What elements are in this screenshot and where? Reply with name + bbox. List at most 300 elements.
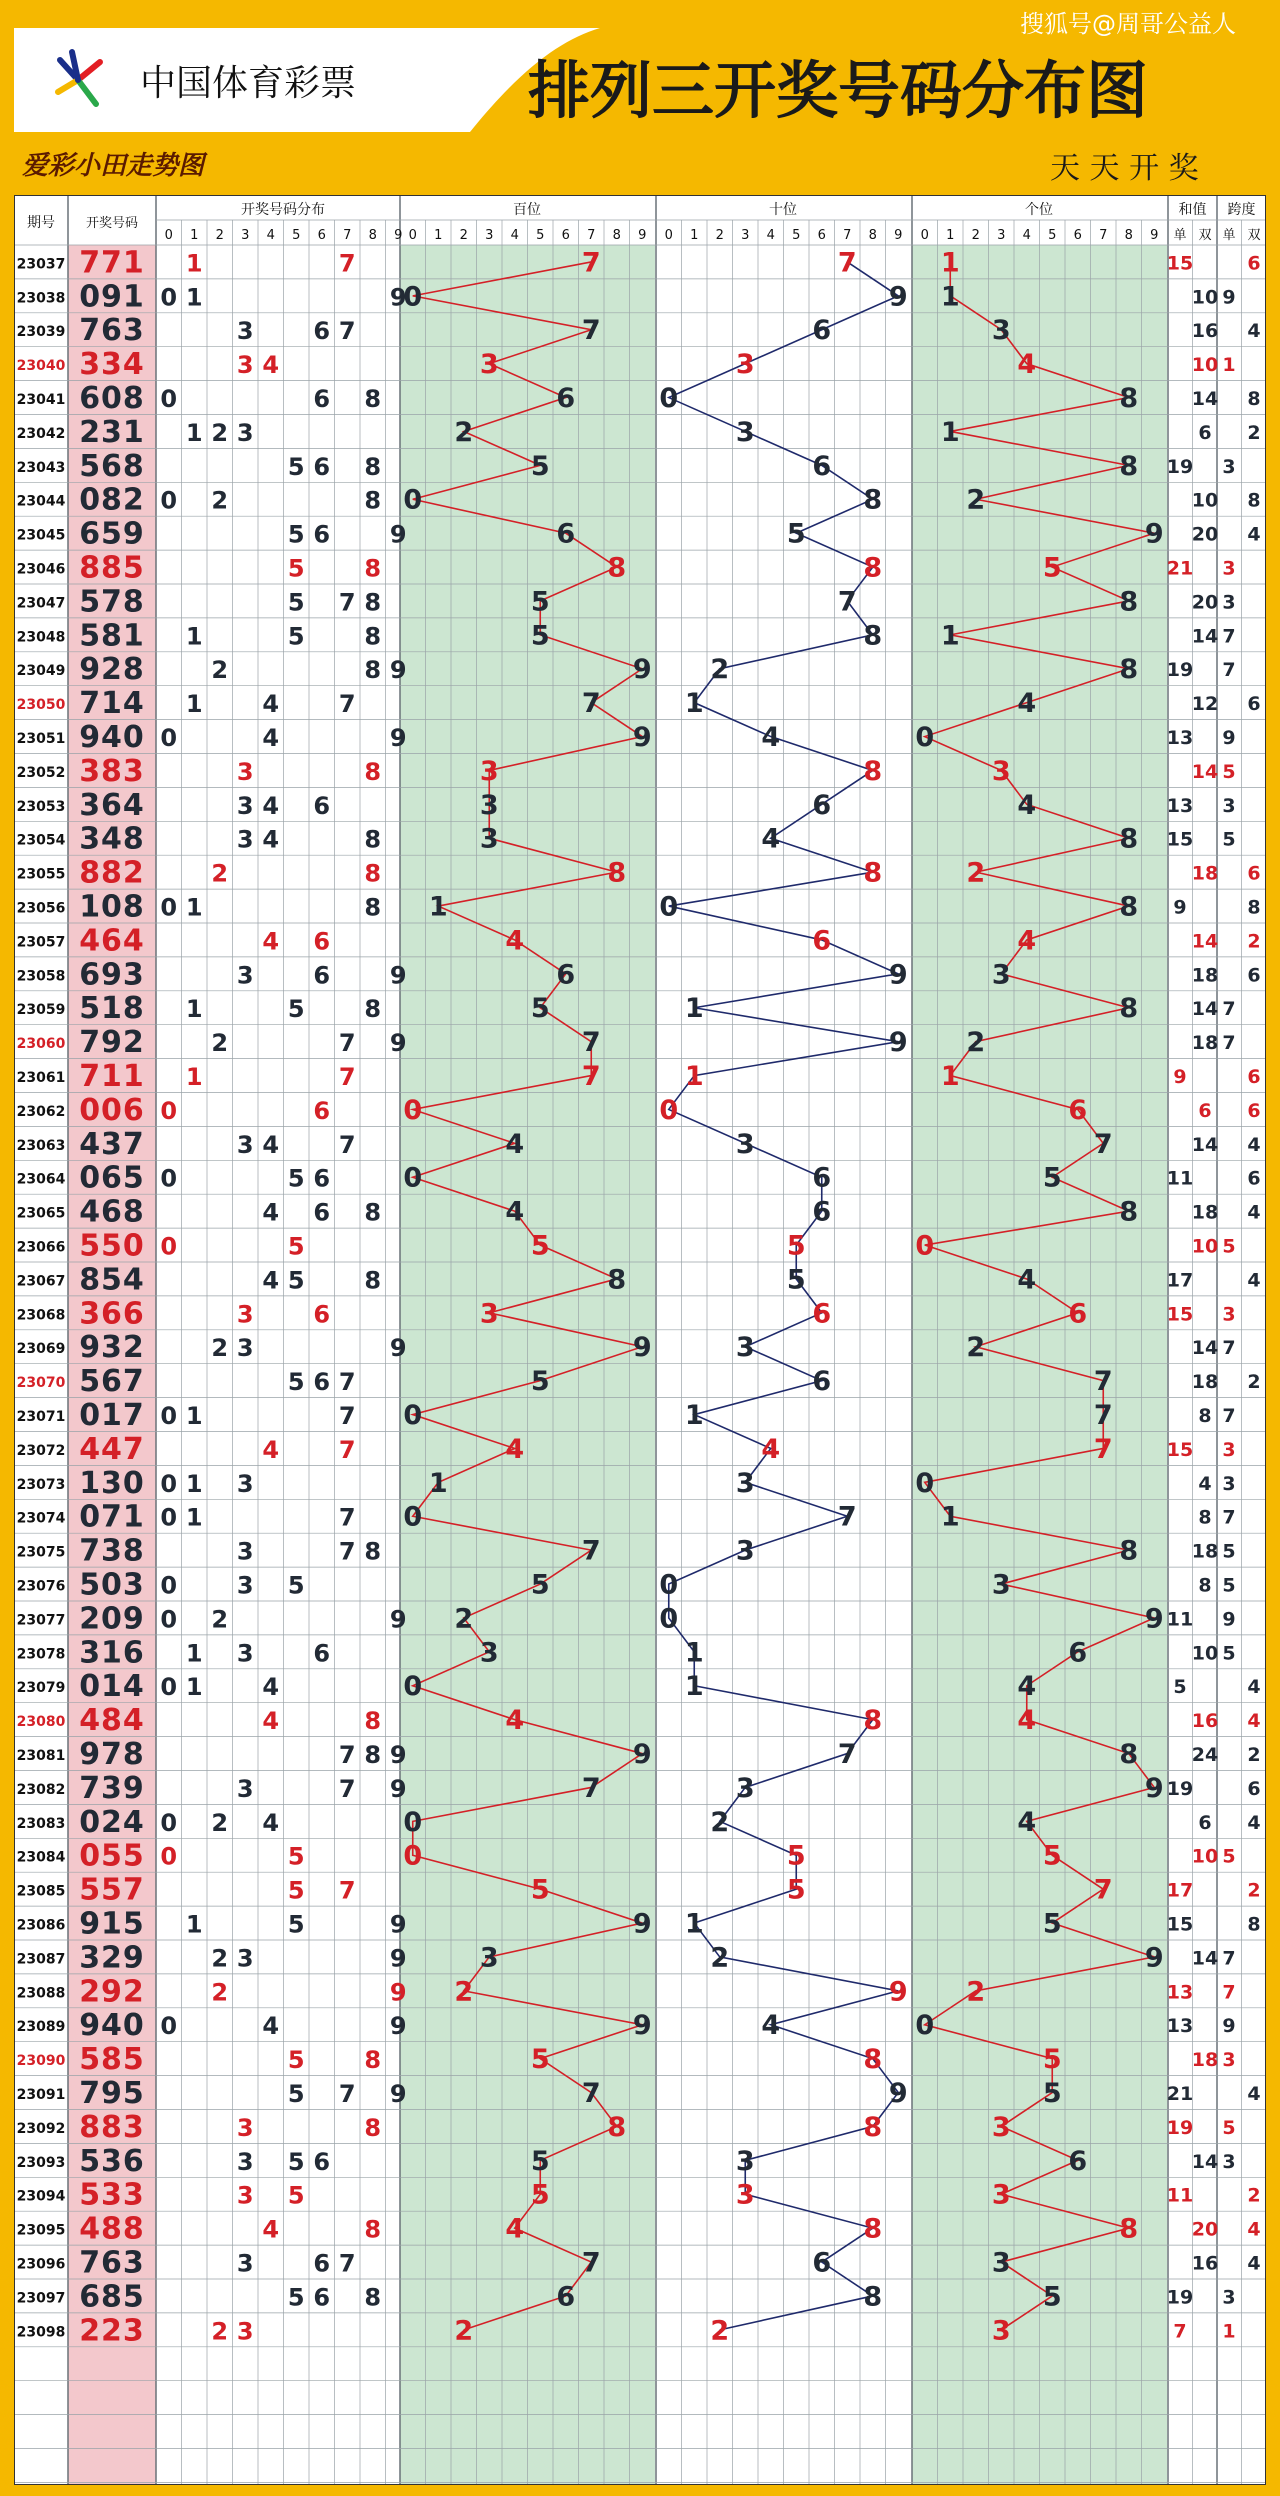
distribution-header: 开奖号码分布 [241,202,325,218]
span-value: 5 [1222,760,1236,783]
position-digit: 8 [863,2213,883,2245]
sum-value: 10 [1191,1235,1219,1258]
position-digit: 3 [991,959,1011,991]
span-value: 3 [1222,2286,1236,2309]
distribution-digit: 5 [287,1910,305,1939]
position-digit: 9 [632,1908,652,1940]
position-digit: 4 [1017,789,1037,821]
distribution-digit: 4 [262,1130,280,1159]
position-digit: 7 [581,2078,601,2110]
distribution-digit: 3 [236,1944,254,1973]
position-digit: 7 [1093,1874,1113,1906]
position-digit: 1 [940,281,960,313]
distribution-digit: 5 [287,2080,305,2109]
position-digit: 0 [659,1569,679,1601]
sum-value: 17 [1166,1269,1194,1292]
distribution-digit: 3 [236,2113,254,2142]
draw-number: 578 [79,584,145,620]
span-value: 8 [1247,896,1261,919]
span-value: 7 [1222,1506,1236,1529]
position-digit: 2 [966,1976,986,2008]
span-value: 7 [1222,1405,1236,1428]
position-digit: 8 [863,1705,883,1737]
draw-number: 231 [79,414,145,450]
distribution-digit: 3 [236,351,254,380]
span-value: 7 [1222,1337,1236,1360]
period-label: 23086 [16,1917,66,1934]
period-label: 23057 [16,934,66,951]
position-digit: 9 [632,1739,652,1771]
digit-header: 9 [394,228,403,243]
distribution-digit: 6 [313,2283,331,2312]
distribution-digit: 3 [236,418,254,447]
distribution-digit: 4 [262,724,280,753]
sum-value: 19 [1166,659,1194,682]
distribution-digit: 6 [313,1198,331,1227]
draw-number: 550 [79,1228,145,1264]
distribution-digit: 0 [160,893,178,922]
distribution-digit: 0 [160,283,178,312]
sum-value: 13 [1166,794,1194,817]
digit-header: 8 [612,228,621,243]
distribution-digit: 8 [364,1198,382,1227]
position-digit: 1 [940,247,960,279]
sum-value: 13 [1166,1981,1194,2004]
distribution-digit: 4 [262,1707,280,1736]
distribution-digit: 4 [262,791,280,820]
position-digit: 6 [812,315,832,347]
draw-number: 017 [79,1398,145,1434]
sum-value: 20 [1191,591,1219,614]
digit-header: 7 [587,228,596,243]
page-title: 排列三开奖号码分布图 [528,54,1149,127]
sum-value: 15 [1166,252,1194,275]
span-value: 7 [1222,1981,1236,2004]
position-digit: 8 [607,1264,627,1296]
draw-number: 581 [79,618,145,654]
position-digit: 0 [403,1400,423,1432]
distribution-digit: 5 [287,1842,305,1871]
sum-value: 13 [1166,727,1194,750]
digit-header: 5 [536,228,545,243]
period-label: 23050 [16,697,66,714]
period-label: 23058 [16,968,66,985]
distribution-digit: 1 [185,283,203,312]
digit-header: 9 [894,228,903,243]
draw-number: 885 [79,550,145,586]
draw-number: 608 [79,381,145,417]
draw-number: 792 [79,1025,145,1061]
position-digit: 9 [632,722,652,754]
position-digit: 8 [863,2111,883,2143]
period-label: 23090 [16,2053,66,2070]
draw-number: 763 [79,313,145,349]
position-digit: 9 [1144,518,1164,550]
sum-value: 19 [1166,455,1194,478]
position-digit: 9 [888,281,908,313]
position-digit: 3 [479,823,499,855]
period-label: 23071 [16,1409,66,1426]
span-value: 5 [1222,1642,1236,1665]
sum-value: 16 [1191,1710,1219,1733]
distribution-digit: 5 [287,1571,305,1600]
distribution-digit: 5 [287,2147,305,2176]
distribution-digit: 6 [313,385,331,414]
position-digit: 4 [505,1705,525,1737]
draw-number: 024 [79,1804,145,1840]
position-digit: 7 [1093,1366,1113,1398]
distribution-digit: 6 [313,1639,331,1668]
even-header: 双 [1247,228,1261,243]
position-digit: 2 [454,416,474,448]
number-header: 开奖号码 [85,216,139,231]
distribution-digit: 5 [287,520,305,549]
position-digit: 1 [684,688,704,720]
digit-header: 1 [946,228,955,243]
sum-value: 24 [1191,1744,1219,1767]
draw-number: 932 [79,1330,145,1366]
draw-number: 915 [79,1906,145,1942]
tens-header: 十位 [769,202,797,218]
position-digit: 1 [684,1637,704,1669]
distribution-digit: 8 [364,452,382,481]
distribution-digit: 4 [262,1266,280,1295]
position-digit: 3 [991,2111,1011,2143]
distribution-digit: 9 [389,2080,407,2109]
distribution-digit: 7 [338,690,356,719]
span-header: 跨度 [1227,202,1256,218]
digit-header: 4 [266,228,275,243]
span-value: 6 [1247,964,1261,987]
position-digit: 9 [888,1027,908,1059]
distribution-digit: 8 [364,385,382,414]
position-digit: 0 [403,1094,423,1126]
position-digit: 2 [710,654,730,686]
sum-value: 16 [1191,320,1219,343]
distribution-digit: 1 [185,1469,203,1498]
distribution-digit: 4 [262,2012,280,2041]
period-label: 23046 [16,561,66,578]
draw-number: 082 [79,482,145,518]
period-label: 23056 [16,900,66,917]
position-digit: 6 [812,450,832,482]
subtitle-text: 爱彩小田走势图 [22,151,205,181]
period-label: 23078 [16,1646,66,1663]
position-digit: 4 [1017,688,1037,720]
sum-value: 10 [1191,1642,1219,1665]
distribution-digit: 0 [160,1469,178,1498]
digit-header: 6 [561,228,570,243]
distribution-digit: 3 [236,961,254,990]
distribution-digit: 6 [313,2147,331,2176]
draw-number: 714 [79,686,145,722]
period-label: 23093 [16,2154,66,2171]
span-value: 8 [1247,1913,1261,1936]
distribution-digit: 6 [313,1096,331,1125]
distribution-digit: 8 [364,893,382,922]
span-value: 8 [1247,489,1261,512]
span-value: 6 [1247,693,1261,716]
sum-value: 19 [1166,1777,1194,1800]
position-digit: 9 [1144,1772,1164,1804]
distribution-digit: 2 [211,1605,229,1634]
distribution-digit: 4 [262,1808,280,1837]
distribution-digit: 3 [236,2317,254,2346]
position-digit: 5 [530,450,550,482]
position-digit: 6 [1068,1298,1088,1330]
distribution-digit: 7 [338,317,356,346]
position-digit: 1 [940,416,960,448]
position-digit: 7 [581,315,601,347]
position-digit: 9 [1144,1603,1164,1635]
position-digit: 1 [684,1400,704,1432]
distribution-digit: 8 [364,554,382,583]
distribution-digit: 0 [160,486,178,515]
period-label: 23068 [16,1307,66,1324]
distribution-digit: 2 [211,1978,229,2007]
digit-header: 4 [510,228,519,243]
position-digit: 7 [581,1535,601,1567]
span-value: 6 [1247,1099,1261,1122]
position-digit: 8 [863,2044,883,2076]
span-value: 5 [1222,1235,1236,1258]
span-value: 5 [1222,1540,1236,1563]
distribution-digit: 0 [160,1503,178,1532]
distribution-digit: 3 [236,1469,254,1498]
span-value: 7 [1222,625,1236,648]
distribution-digit: 3 [236,1639,254,1668]
draw-number: 518 [79,991,145,1027]
span-value: 3 [1222,455,1236,478]
position-digit: 9 [632,654,652,686]
period-label: 23097 [16,2290,66,2307]
distribution-digit: 1 [185,1910,203,1939]
period-label: 23073 [16,1476,66,1493]
period-label: 23067 [16,1273,66,1290]
distribution-digit: 9 [389,1978,407,2007]
period-label: 23069 [16,1341,66,1358]
distribution-digit: 5 [287,995,305,1024]
digit-header: 1 [434,228,443,243]
period-label: 23043 [16,459,66,476]
distribution-digit: 6 [313,1300,331,1329]
draw-number: 014 [79,1669,145,1705]
distribution-digit: 5 [287,1876,305,1905]
position-digit: 6 [812,789,832,821]
position-digit: 8 [863,857,883,889]
sum-value: 9 [1173,1066,1187,1089]
position-digit: 3 [735,1535,755,1567]
span-value: 2 [1247,930,1261,953]
position-digit: 6 [812,1196,832,1228]
position-digit: 0 [915,1467,935,1499]
digit-header: 5 [292,228,301,243]
sum-value: 10 [1191,286,1219,309]
draw-number: 484 [79,1703,145,1739]
draw-number: 738 [79,1533,145,1569]
period-label: 23051 [16,731,66,748]
sum-value: 7 [1173,2320,1187,2343]
span-value: 1 [1222,2320,1236,2343]
distribution-digit: 5 [287,2181,305,2210]
distribution-digit: 1 [185,1639,203,1668]
sum-value: 14 [1191,1337,1219,1360]
position-digit: 1 [684,1908,704,1940]
position-digit: 3 [991,2247,1011,2279]
position-digit: 9 [888,2078,908,2110]
period-label: 23092 [16,2120,66,2137]
position-digit: 1 [428,891,448,923]
digit-header: 8 [368,228,377,243]
digit-header: 2 [215,228,224,243]
span-value: 3 [1222,1303,1236,1326]
distribution-digit: 8 [364,1741,382,1770]
distribution-digit: 2 [211,1334,229,1363]
position-digit: 8 [607,552,627,584]
distribution-digit: 7 [338,1029,356,1058]
period-label: 23083 [16,1815,66,1832]
position-digit: 4 [761,722,781,754]
sum-value: 21 [1166,557,1194,580]
sum-value: 17 [1166,1879,1194,1902]
position-digit: 0 [403,1501,423,1533]
position-digit: 5 [786,1874,806,1906]
sum-value: 6 [1198,1811,1212,1834]
draw-number: 055 [79,1838,145,1874]
period-label: 23074 [16,1510,66,1527]
distribution-digit: 5 [287,452,305,481]
span-value: 9 [1222,1608,1236,1631]
position-digit: 2 [454,2315,474,2347]
position-digit: 6 [556,2281,576,2313]
brand-text: 中国体育彩票 [140,63,357,104]
period-label: 23049 [16,663,66,680]
span-value: 3 [1222,1438,1236,1461]
distribution-digit: 6 [313,317,331,346]
draw-number: 685 [79,2279,145,2315]
span-value: 4 [1247,523,1261,546]
span-value: 4 [1247,1676,1261,1699]
draw-number: 533 [79,2177,145,2213]
digit-header: 0 [920,228,929,243]
distribution-digit: 8 [364,1537,382,1566]
sum-value: 19 [1166,2286,1194,2309]
distribution-digit: 8 [364,2215,382,2244]
period-label: 23062 [16,1103,66,1120]
distribution-digit: 0 [160,2012,178,2041]
position-digit: 8 [863,755,883,787]
span-value: 6 [1247,862,1261,885]
distribution-digit: 9 [389,1741,407,1770]
sum-value: 20 [1191,2218,1219,2241]
period-label: 23044 [16,493,66,510]
position-digit: 2 [710,1942,730,1974]
distribution-digit: 8 [364,622,382,651]
position-digit: 1 [428,1467,448,1499]
sum-value: 18 [1191,1371,1219,1394]
distribution-digit: 5 [287,622,305,651]
position-digit: 4 [761,823,781,855]
position-digit: 7 [581,1027,601,1059]
position-digit: 3 [479,1942,499,1974]
span-value: 9 [1222,286,1236,309]
digit-header: 2 [971,228,980,243]
position-digit: 6 [556,518,576,550]
position-digit: 8 [863,552,883,584]
draw-number: 292 [79,1974,145,2010]
distribution-digit: 2 [211,1029,229,1058]
span-value: 8 [1247,388,1261,411]
position-digit: 2 [966,484,986,516]
position-digit: 1 [684,993,704,1025]
sum-value: 15 [1166,828,1194,851]
sum-value: 14 [1191,2150,1219,2173]
draw-number: 557 [79,1872,145,1908]
position-digit: 1 [940,620,960,652]
distribution-digit: 7 [338,1130,356,1159]
period-label: 23077 [16,1612,66,1629]
digit-header: 6 [317,228,326,243]
draw-number: 659 [79,516,145,552]
draw-number: 366 [79,1296,145,1332]
sum-value: 18 [1191,862,1219,885]
distribution-digit: 9 [389,656,407,685]
position-digit: 5 [1042,2281,1062,2313]
span-value: 7 [1222,998,1236,1021]
sum-value: 5 [1173,1676,1187,1699]
position-digit: 7 [581,1061,601,1093]
draw-number: 108 [79,889,145,925]
position-digit: 3 [735,416,755,448]
period-label: 23096 [16,2256,66,2273]
distribution-digit: 4 [262,1435,280,1464]
digit-header: 8 [1124,228,1133,243]
distribution-digit: 8 [364,2113,382,2142]
position-digit: 6 [812,1298,832,1330]
position-digit: 6 [1068,2145,1088,2177]
distribution-digit: 3 [236,757,254,786]
distribution-digit: 6 [313,2249,331,2278]
digit-header: 2 [715,228,724,243]
distribution-digit: 7 [338,1063,356,1092]
sum-value: 6 [1198,421,1212,444]
distribution-digit: 1 [185,622,203,651]
period-label: 23094 [16,2188,66,2205]
draw-number: 316 [79,1635,145,1671]
digit-header: 9 [638,228,647,243]
position-digit: 0 [403,1162,423,1194]
position-digit: 3 [735,1332,755,1364]
position-digit: 5 [530,1569,550,1601]
distribution-digit: 0 [160,724,178,753]
period-label: 23066 [16,1239,66,1256]
span-value: 4 [1247,2218,1261,2241]
draw-number: 006 [79,1092,145,1128]
distribution-digit: 7 [338,588,356,617]
draw-number: 585 [79,2042,145,2078]
position-digit: 5 [530,2179,550,2211]
draw-number: 447 [79,1431,145,1467]
span-value: 4 [1247,1710,1261,1733]
distribution-digit: 0 [160,1673,178,1702]
position-digit: 7 [837,247,857,279]
period-label: 23065 [16,1205,66,1222]
distribution-digit: 6 [313,961,331,990]
sum-value: 18 [1191,1201,1219,1224]
position-digit: 4 [1017,349,1037,381]
period-label: 23079 [16,1680,66,1697]
distribution-digit: 0 [160,385,178,414]
